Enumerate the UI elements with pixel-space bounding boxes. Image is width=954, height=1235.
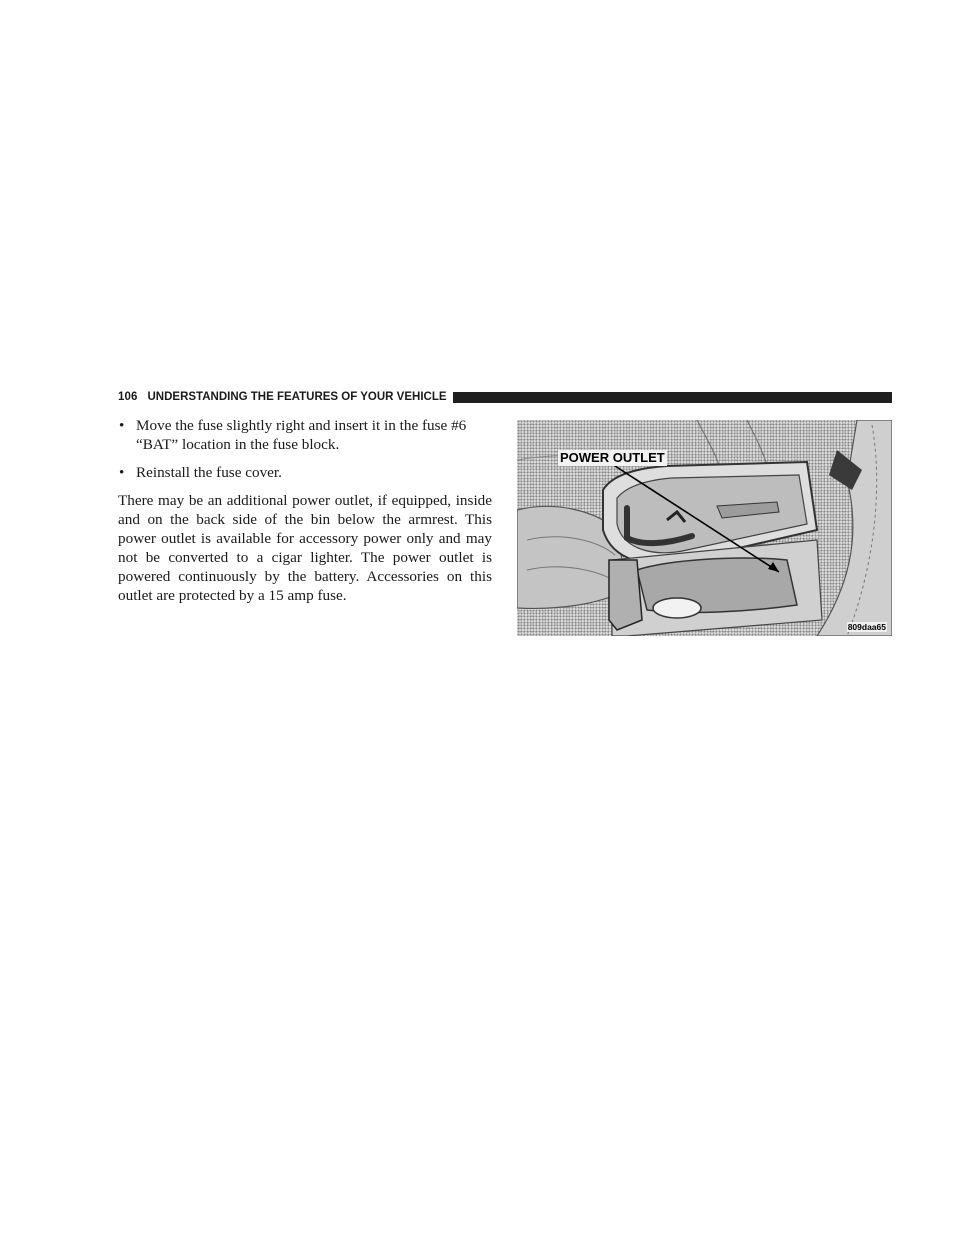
page-header xyxy=(118,390,892,404)
figure-code: 809daa65 xyxy=(847,622,886,632)
bullet-item xyxy=(118,416,492,454)
power-outlet-label: POWER OUTLET xyxy=(560,450,665,465)
header-rule xyxy=(453,392,892,403)
body-paragraph: There may be an additional power outlet, if equipped, inside and on the back side of the bin below the armrest. This power outlet is available for accessory power only and may not be converted to a cigar lighter. The power outlet is powered continuously by the battery. Accessories on this outlet are protected by a 15 amp fuse. xyxy=(118,492,492,604)
bullet-item xyxy=(118,463,492,482)
text-column xyxy=(118,416,492,605)
section-title: UNDERSTANDING THE FEATURES OF YOUR VEHICLE xyxy=(147,391,447,403)
power-outlet-illustration xyxy=(517,420,892,636)
bullet-text: Reinstall the fuse cover. xyxy=(136,464,282,481)
bullet-icon: • xyxy=(119,464,125,481)
bullet-icon: • xyxy=(119,417,125,434)
page-number: 106 xyxy=(118,391,138,403)
bullet-text: Move the fuse slightly right and insert it in the fuse #6 “BAT” location in the fuse block. xyxy=(136,417,467,453)
